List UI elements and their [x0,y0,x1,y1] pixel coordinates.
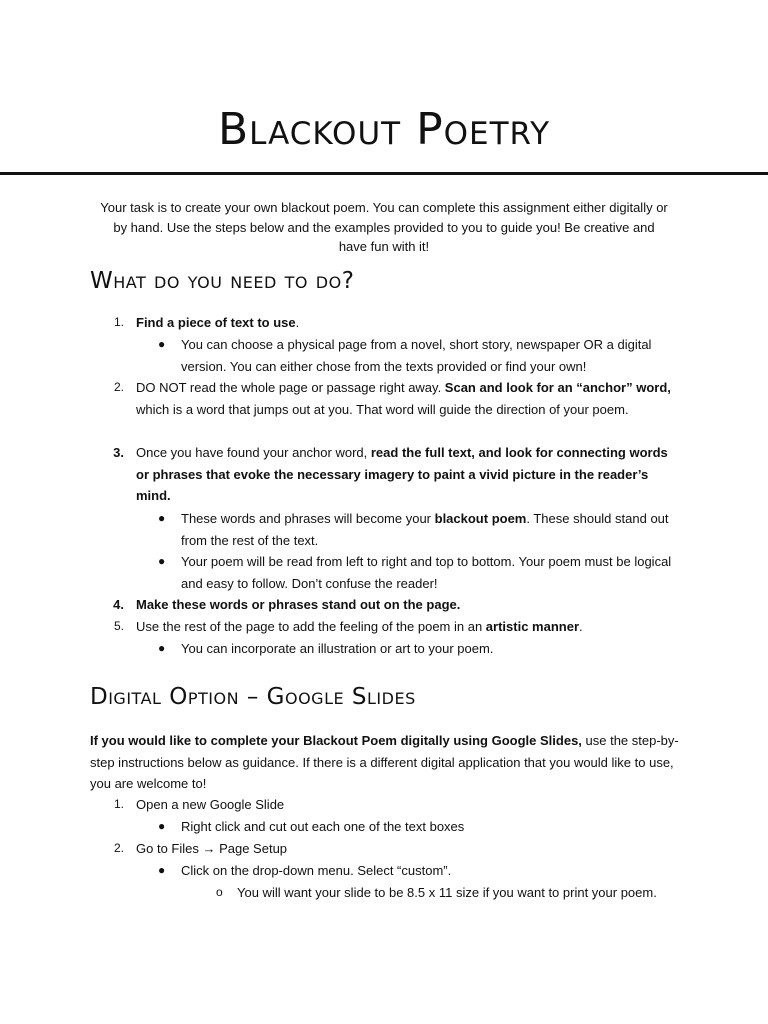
list-number: 1. [113,315,124,329]
text-run: . These should stand out from the rest of the text. [181,511,669,548]
text-run: Use the rest of the page to add the feeling of the poem in an [136,619,486,634]
circle-bullet-icon: o [216,885,223,899]
arrow-right-icon: → [202,841,216,856]
bullet-icon: ● [158,819,166,833]
step-3-bullet-2: Your poem will be read from left to right and top to bottom. Your poem must be logical and easy to follow. Don’t confuse the reader! [181,554,672,591]
text-run: which is a word that jumps out at you. That word will guide the direction of your poem. [136,401,629,417]
digital-step-2-bullet-1: Click on the drop-down menu. Select “custom”. [181,863,452,878]
text-run: Scan and look for an “anchor” word, [444,380,671,395]
text-run: . [295,315,300,330]
step-3-bullet-1 [181,508,681,551]
title-divider [0,172,768,175]
bullet-icon: ● [158,863,166,877]
bullet-icon: ● [158,641,166,655]
text-run: DO NOT read the whole page or passage right away. [136,380,445,395]
bullet-icon: ● [158,554,166,568]
text-run: Page Setup [215,841,288,856]
list-number: 4. [113,597,124,612]
bullet-icon: ● [158,511,166,525]
page-title: Blackout Poetry [217,104,551,155]
step-3-text [136,442,671,507]
text-run: Find a piece of text to use [136,315,296,330]
intro-paragraph: Your task is to create your own blackout poem. You can complete this assignment either digitally or by hand. Use the steps below and the examples provided to you to guide you! Be creative and have fun with it! [100,200,668,254]
text-run: read the full text, and look for connecting words or phrases that evoke the necessary imagery to paint a vivid picture in the reader’s mind. [136,445,668,503]
step-1-text [136,312,696,334]
text-run: . [579,619,583,634]
step-2-text [136,377,678,420]
digital-step-1-bullet-1: Right click and cut out each one of the text boxes [181,819,465,834]
list-number: 2. [113,841,124,855]
text-run: Go to Files [136,841,203,856]
step-5-bullet-1: You can incorporate an illustration or art to your poem. [181,641,494,656]
text-run: use the step-by-step instructions below as guidance. If there is a different digital application that you would like to use, you are welcome to! [90,733,679,791]
digital-lead-paragraph [90,730,680,795]
list-number: 3. [113,445,124,460]
digital-step-1-text: Open a new Google Slide [136,797,285,812]
step-4-text [136,594,696,616]
list-number: 1. [113,797,124,811]
digital-step-2-text [136,838,676,860]
step-5-text [136,616,696,638]
digital-step-2-sub-1: You will want your slide to be 8.5 x 11 size if you want to print your poem. [237,885,657,900]
list-number: 5. [113,619,124,633]
text-run: blackout poem [434,511,527,526]
text-run: Once you have found your anchor word, [136,445,371,460]
step-1-bullet-1: You can choose a physical page from a novel, short story, newspaper OR a digital version. You can either chose from the texts provided or find your own! [181,337,652,374]
text-run: artistic manner [485,619,579,634]
text-run: Make these words or phrases stand out on the page. [136,597,461,612]
section-heading-what-to-do: What do you need to do? [90,268,355,294]
text-run: These words and phrases will become your [181,511,435,526]
section-heading-digital-option: Digital Option – Google Slides [90,684,416,710]
list-number: 2. [113,380,124,394]
bullet-icon: ● [158,337,166,351]
text-run: If you would like to complete your Blackout Poem digitally using Google Slides, [90,733,582,748]
